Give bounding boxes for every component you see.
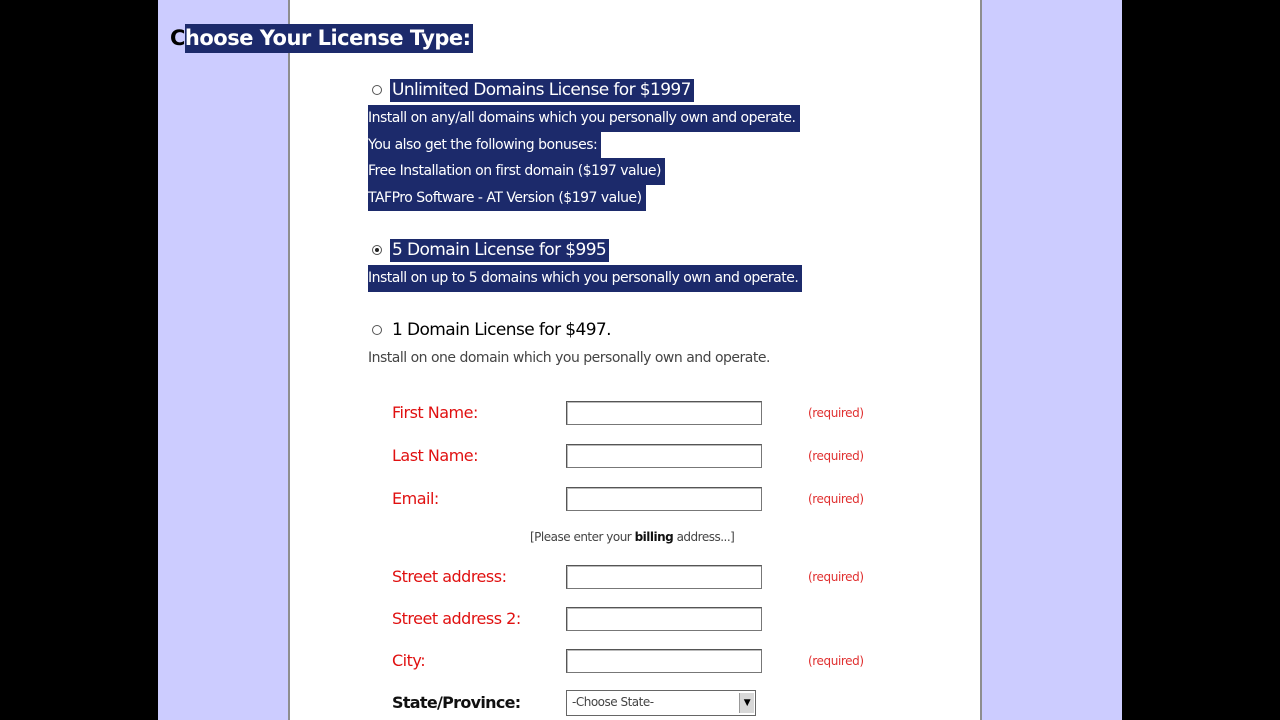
first-name-input[interactable] bbox=[566, 401, 762, 425]
billing-note bbox=[530, 530, 734, 544]
city-required: (required) bbox=[808, 654, 864, 668]
license-type-heading bbox=[170, 26, 473, 50]
city-input[interactable] bbox=[566, 649, 762, 673]
radio-unlimited[interactable] bbox=[372, 85, 382, 95]
option-desc-line: TAFPro Software - AT Version ($197 value) bbox=[368, 185, 646, 212]
billing-note-bold: billing bbox=[634, 530, 674, 544]
heading-rest: hoose Your License Type: bbox=[185, 24, 473, 53]
radio-5-domain[interactable] bbox=[372, 245, 382, 255]
option-desc-line: Free Installation on first domain ($197 value) bbox=[368, 158, 665, 185]
street-address-input[interactable] bbox=[566, 565, 762, 589]
option-desc-line: Install on up to 5 domains which you personally own and operate. bbox=[368, 265, 802, 292]
email-required: (required) bbox=[808, 492, 864, 506]
state-select-value: -Choose State- bbox=[572, 695, 654, 709]
email-input[interactable] bbox=[566, 487, 762, 511]
license-option-1-domain bbox=[210, 319, 770, 372]
radio-1-domain[interactable] bbox=[372, 325, 382, 335]
first-name-required: (required) bbox=[808, 406, 864, 420]
option-desc-line: You also get the following bonuses: bbox=[368, 132, 601, 159]
email-label: Email: bbox=[392, 489, 439, 508]
chevron-down-icon[interactable]: ▼ bbox=[739, 693, 754, 713]
street-address-label: Street address: bbox=[392, 567, 507, 586]
last-name-input[interactable] bbox=[566, 444, 762, 468]
license-option-unlimited bbox=[210, 79, 800, 211]
label-5-domain[interactable]: 5 Domain License for $995 bbox=[390, 239, 609, 262]
option-desc-line: Install on one domain which you personally own and operate. bbox=[368, 350, 770, 366]
first-name-label: First Name: bbox=[392, 403, 478, 422]
last-name-label: Last Name: bbox=[392, 446, 479, 465]
heading-first-char: C bbox=[170, 26, 185, 50]
license-option-5-domain bbox=[210, 239, 802, 292]
street-address-2-input[interactable] bbox=[566, 607, 762, 631]
billing-note-suffix: address...] bbox=[673, 530, 735, 544]
street-address-required: (required) bbox=[808, 570, 864, 584]
label-unlimited[interactable]: Unlimited Domains License for $1997 bbox=[390, 79, 694, 102]
option-desc-line: Install on any/all domains which you personally own and operate. bbox=[368, 105, 800, 132]
state-label: State/Province: bbox=[392, 693, 521, 712]
city-label: City: bbox=[392, 651, 426, 670]
street-address-2-label: Street address 2: bbox=[392, 609, 521, 628]
label-1-domain[interactable]: 1 Domain License for $497. bbox=[392, 320, 611, 340]
billing-note-prefix: [Please enter your bbox=[530, 530, 635, 544]
state-select[interactable] bbox=[566, 690, 756, 716]
last-name-required: (required) bbox=[808, 449, 864, 463]
